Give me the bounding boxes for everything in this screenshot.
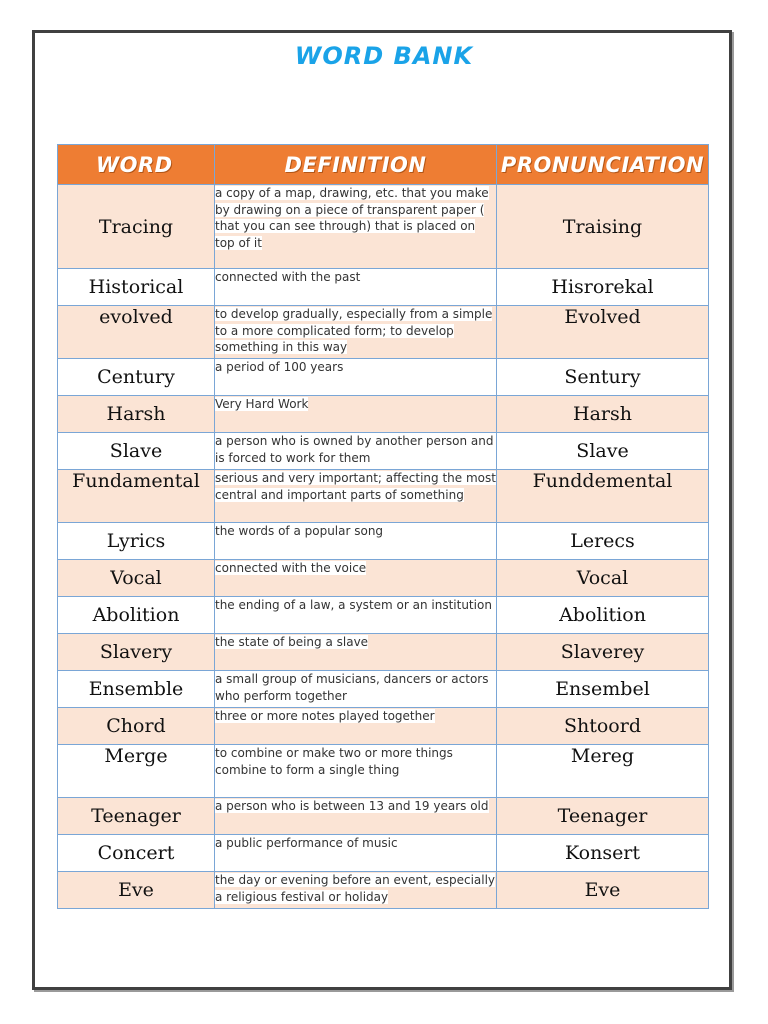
pronunciation-cell: Konsert [497, 835, 709, 872]
word-cell: evolved [58, 306, 215, 359]
pronunciation-cell: Hisrorekal [497, 269, 709, 306]
table-row [58, 708, 709, 745]
table-row [58, 560, 709, 597]
header-word: WORD [58, 145, 215, 185]
pronunciation-cell: Traising [497, 185, 709, 269]
table-row [58, 798, 709, 835]
word-cell: Vocal [58, 560, 215, 597]
header-pronunciation: PRONUNCIATION [497, 145, 709, 185]
definition-text: the words of a popular song [215, 524, 384, 538]
word-cell: Lyrics [58, 523, 215, 560]
definition-text: a copy of a map, drawing, etc. that you make by drawing on a piece of transparent paper ( that you can see through) that is placed on top of it [215, 186, 489, 250]
word-cell: Century [58, 359, 215, 396]
definition-cell [215, 671, 497, 708]
table-row [58, 396, 709, 433]
table-row [58, 306, 709, 359]
table-row [58, 835, 709, 872]
word-cell: Historical [58, 269, 215, 306]
definition-cell [215, 470, 497, 523]
word-cell: Fundamental [58, 470, 215, 523]
definition-text: connected with the voice [215, 561, 367, 575]
pronunciation-cell: Evolved [497, 306, 709, 359]
pronunciation-cell: Funddemental [497, 470, 709, 523]
pronunciation-cell: Sentury [497, 359, 709, 396]
table-row [58, 634, 709, 671]
definition-cell [215, 708, 497, 745]
pronunciation-cell: Slave [497, 433, 709, 470]
word-cell: Teenager [58, 798, 215, 835]
pronunciation-cell: Teenager [497, 798, 709, 835]
pronunciation-cell: Vocal [497, 560, 709, 597]
table-row [58, 872, 709, 909]
table-row [58, 470, 709, 523]
definition-text: the day or evening before an event, especially a religious festival or holiday [215, 873, 496, 904]
pronunciation-cell: Abolition [497, 597, 709, 634]
definition-cell [215, 560, 497, 597]
definition-text: a small group of musicians, dancers or actors who perform together [215, 672, 489, 703]
definition-text: the ending of a law, a system or an institution [215, 598, 492, 612]
definition-text: Very Hard Work [215, 397, 309, 411]
definition-cell [215, 523, 497, 560]
definition-cell [215, 185, 497, 269]
definition-text: serious and very important; affecting the most central and important parts of something [215, 471, 496, 502]
word-cell: Harsh [58, 396, 215, 433]
definition-text: a person who is owned by another person and is forced to work for them [215, 434, 494, 465]
table-row [58, 523, 709, 560]
definition-cell [215, 634, 497, 671]
word-cell: Chord [58, 708, 215, 745]
definition-cell [215, 269, 497, 306]
pronunciation-cell: Shtoord [497, 708, 709, 745]
word-cell: Slave [58, 433, 215, 470]
table-row [58, 433, 709, 470]
pronunciation-cell: Eve [497, 872, 709, 909]
definition-cell [215, 745, 497, 798]
table-row [58, 597, 709, 634]
definition-cell [215, 433, 497, 470]
pronunciation-cell: Harsh [497, 396, 709, 433]
header-definition: DEFINITION [215, 145, 497, 185]
definition-cell [215, 798, 497, 835]
pronunciation-cell: Ensembel [497, 671, 709, 708]
word-cell: Slavery [58, 634, 215, 671]
definition-text: three or more notes played together [215, 709, 435, 723]
header-row [58, 145, 709, 185]
definition-text: to combine or make two or more things combine to form a single thing [215, 746, 453, 777]
word-cell: Concert [58, 835, 215, 872]
definition-text: a period of 100 years [215, 360, 344, 374]
page-title: WORD BANK [294, 42, 474, 70]
definition-text: the state of being a slave [215, 635, 369, 649]
pronunciation-cell: Slaverey [497, 634, 709, 671]
table-row [58, 745, 709, 798]
definition-cell [215, 835, 497, 872]
definition-text: a public performance of music [215, 836, 398, 850]
pronunciation-cell: Lerecs [497, 523, 709, 560]
definition-cell [215, 359, 497, 396]
definition-text: connected with the past [215, 270, 361, 284]
pronunciation-cell: Mereg [497, 745, 709, 798]
definition-cell [215, 396, 497, 433]
word-bank-table [57, 144, 709, 909]
definition-cell [215, 597, 497, 634]
word-cell: Merge [58, 745, 215, 798]
word-cell: Eve [58, 872, 215, 909]
definition-text: a person who is between 13 and 19 years old [215, 799, 489, 813]
word-cell: Ensemble [58, 671, 215, 708]
definition-cell [215, 872, 497, 909]
table-row [58, 269, 709, 306]
table-row [58, 185, 709, 269]
table-row [58, 671, 709, 708]
word-cell: Abolition [58, 597, 215, 634]
definition-cell [215, 306, 497, 359]
definition-text: to develop gradually, especially from a simple to a more complicated form; to develop something in this way [215, 307, 493, 354]
table-row [58, 359, 709, 396]
word-cell: Tracing [58, 185, 215, 269]
